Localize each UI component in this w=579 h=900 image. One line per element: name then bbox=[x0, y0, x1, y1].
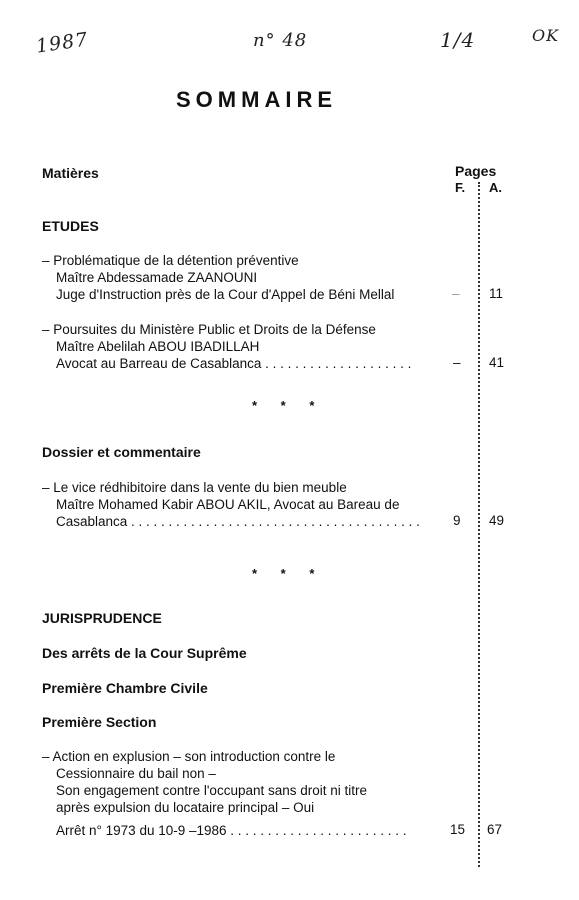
entry-4-title: – Action en explusion – son introduction contre le bbox=[42, 749, 336, 764]
entry-4-line-4: après expulsion du locataire principal – Oui bbox=[56, 800, 315, 815]
column-divider bbox=[478, 182, 480, 867]
handwritten-year: 1987 bbox=[34, 28, 90, 58]
separator-stars: * * * bbox=[252, 398, 325, 413]
entry-3-page-f: 9 bbox=[453, 513, 461, 528]
subsection-heading-chambre-civile: Première Chambre Civile bbox=[42, 680, 208, 696]
entry-3-author: Maître Mohamed Kabir ABOU AKIL, Avocat au Bareau de bbox=[56, 497, 400, 512]
handwritten-ok-mark: OK bbox=[532, 26, 560, 45]
column-header-matieres: Matières bbox=[42, 165, 99, 181]
entry-1-page-f: – bbox=[452, 286, 460, 301]
column-header-a: A. bbox=[489, 180, 502, 195]
entry-2-author: Maître Abelilah ABOU IBADILLAH bbox=[56, 339, 260, 354]
entry-3-location: Casablanca . . . . . . . . . . . . . . . . . . . . . . . . . . . . . . . . . . . . . . . bbox=[56, 514, 420, 529]
entry-3-title: – Le vice rédhibitoire dans la vente du bien meuble bbox=[42, 480, 347, 495]
entry-4-line-2: Cessionnaire du bail non – bbox=[56, 766, 216, 781]
section-heading-dossier: Dossier et commentaire bbox=[42, 444, 201, 460]
section-heading-etudes: ETUDES bbox=[42, 218, 99, 234]
entry-4-reference: Arrêt n° 1973 du 10-9 –1986 . . . . . . . . . . . . . . . . . . . . . . . . bbox=[56, 823, 407, 838]
entry-2-title: – Poursuites du Ministère Public et Droits de la Défense bbox=[42, 322, 376, 337]
entry-3-page-a: 49 bbox=[489, 513, 505, 528]
column-header-f: F. bbox=[455, 180, 466, 195]
page-title: SOMMAIRE bbox=[176, 87, 337, 112]
handwritten-fraction: 1/4 bbox=[440, 28, 476, 52]
handwritten-issue-number: n° 48 bbox=[253, 30, 308, 51]
entry-4-page-f: 15 bbox=[450, 822, 466, 837]
entry-1-author: Maître Abdessamade ZAANOUNI bbox=[56, 270, 258, 285]
column-header-pages: Pages bbox=[455, 163, 497, 179]
section-heading-jurisprudence: JURISPRUDENCE bbox=[42, 610, 162, 626]
entry-1-page-a: 11 bbox=[489, 286, 504, 301]
entry-1-role: Juge d'Instruction près de la Cour d'Appel de Béni Mellal bbox=[56, 287, 395, 302]
entry-2-page-f: – bbox=[453, 355, 461, 370]
entry-2-page-a: 41 bbox=[489, 355, 505, 370]
entry-4-line-3: Son engagement contre l'occupant sans droit ni titre bbox=[56, 783, 368, 798]
entry-4-page-a: 67 bbox=[487, 822, 503, 837]
entry-2-role: Avocat au Barreau de Casablanca . . . . . . . . . . . . . . . . . . . . bbox=[56, 356, 412, 371]
subsection-heading-cour-supreme: Des arrêts de la Cour Suprême bbox=[42, 645, 247, 661]
separator-stars: * * * bbox=[252, 566, 325, 581]
subsection-heading-premiere-section: Première Section bbox=[42, 714, 157, 730]
entry-1-title: – Problématique de la détention préventive bbox=[42, 253, 299, 268]
